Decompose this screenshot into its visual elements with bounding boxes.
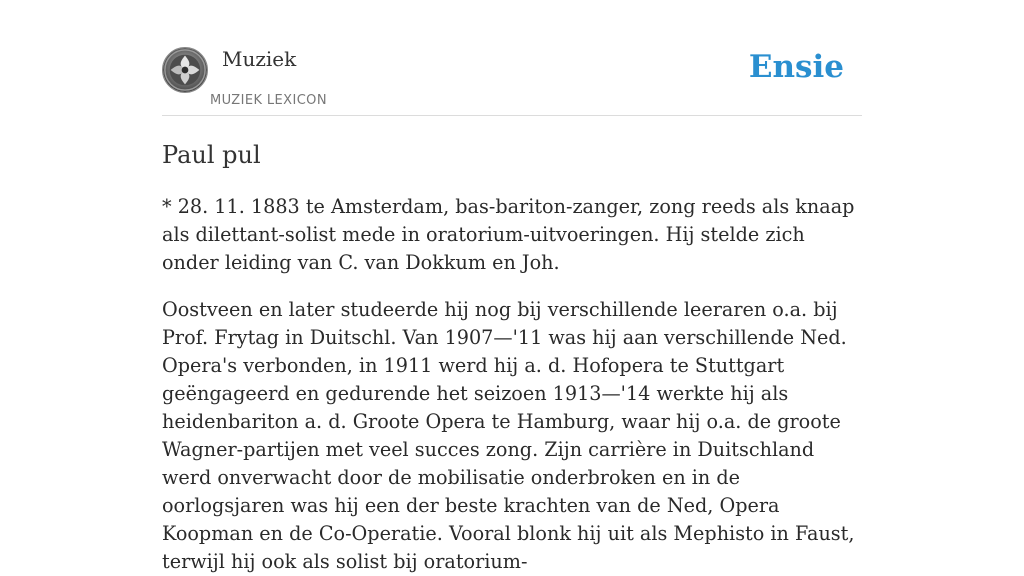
ornament-emblem-icon — [163, 48, 207, 92]
source-avatar[interactable] — [162, 47, 208, 93]
page-header — [162, 44, 862, 116]
source-title-link[interactable]: Muziek — [222, 47, 297, 71]
article — [162, 138, 864, 576]
source-subtitle: MUZIEK LEXICON — [210, 93, 327, 108]
article-title: Paul pul — [162, 141, 261, 169]
article-paragraph-2: Oostveen en later studeerde hij nog bij verschillende leeraren o.a. bij Prof. Frytag in Duitschl. Van 1907—'11 was hij aan verschillende Ned. Opera's verbonden, in 1911 werd hij a. d. Hofopera te Stuttgart geëngageerd en gedurende het seizoen 1913—'14 werkte hij als heidenbariton a. d. Groote Opera te Hamburg, waar hij o.a. de groote Wagner-partijen met veel succes zong. Zijn carrière in Duitschland werd onverwacht door de mobilisatie onderbroken en in de oorlogsjaren was hij een der beste krachten van de Ned, Opera Koopman en de Co-Operatie. Vooral blonk hij uit als Mephisto in Faust, terwijl hij ook als solist bij oratorium- — [162, 298, 855, 573]
article-paragraph-1: * 28. 11. 1883 te Amsterdam, bas-bariton-zanger, zong reeds als knaap als dilettant-solist mede in oratorium-uitvoeringen. Hij stelde zich onder leiding van C. van Dokkum en Joh. — [162, 195, 855, 274]
brand-logo-link[interactable]: Ensie — [748, 49, 844, 85]
